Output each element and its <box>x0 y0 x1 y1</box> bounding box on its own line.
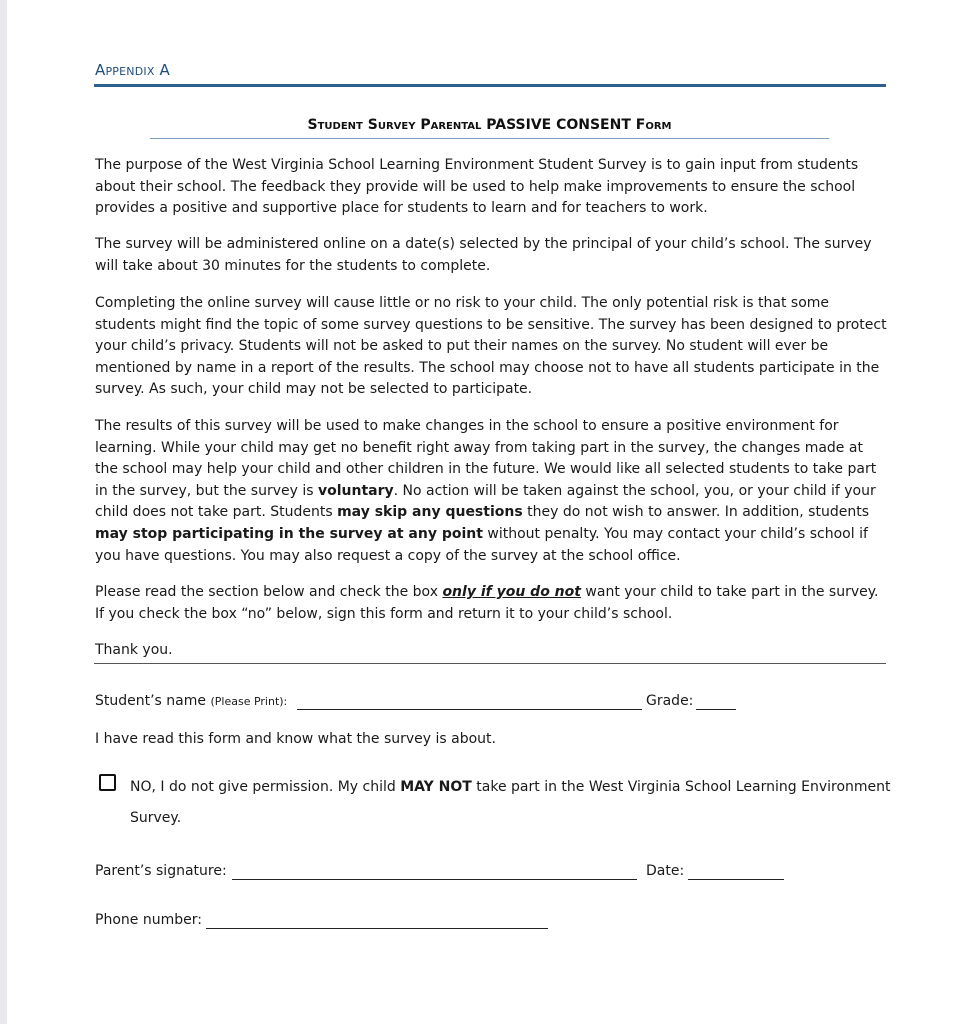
read-statement: I have read this form and know what the survey is about. <box>95 731 496 747</box>
parent-signature-label: Parent’s signature: <box>95 863 227 879</box>
grade-field[interactable] <box>696 708 736 710</box>
no-permission-checkbox[interactable] <box>99 774 116 791</box>
parent-signature-field[interactable] <box>232 878 637 880</box>
header-rule <box>94 84 886 87</box>
date-label: Date: <box>646 863 685 879</box>
student-name-label: Student’s name <box>95 693 207 709</box>
skip-questions-text: may skip any questions <box>337 504 523 521</box>
title-rule <box>150 138 829 139</box>
date-field[interactable] <box>688 878 784 880</box>
paragraph-instructions: Please read the section below and check the box only if you do not want your child to take part in the survey. If you check the box “no” below, sign this form and return it to your child’s school. <box>95 584 879 622</box>
grade-label: Grade: <box>646 693 694 709</box>
paragraph-results: The results of this survey will be used to make changes in the school to ensure a positive environment for learning. While your child may get no benefit right away from taking part in the survey, the changes made at the school may help your child and other children in the future. We would like all selected students to take part in the survey, but the survey is voluntary. No action will be taken against the school, you, or your child if your child does not take part. Students may skip any questions they do not wish to answer. In addition, students may stop participating in the survey at any point without penalty. You may contact your child’s school if you have questions. You may also request a copy of the survey at the school office. <box>95 418 877 564</box>
phone-number-label: Phone number: <box>95 912 202 928</box>
no-permission-text: NO, I do not give permission. My child MAY NOT take part in the West Virginia School Learning Environment Survey. <box>130 779 891 826</box>
form-title: Student Survey Parental PASSIVE CONSENT Form <box>307 117 672 133</box>
paragraph-purpose: The purpose of the West Virginia School Learning Environment Student Survey is to gain input from students about their school. The feedback they provide will be used to help make improvements to ensure the school provides a positive and supportive place for students to learn and for teachers to work. <box>95 157 859 217</box>
only-if-not-text: only if you do not <box>442 584 581 600</box>
student-name-row <box>95 693 287 709</box>
voluntary-text: voluntary <box>317 482 394 499</box>
may-not-text: MAY NOT <box>400 779 472 795</box>
paragraph-administration: The survey will be administered online on a date(s) selected by the principal of your child’s school. The survey will take about 30 minutes for the students to complete. <box>95 236 872 274</box>
appendix-label: Appendix A <box>95 61 170 79</box>
phone-number-field[interactable] <box>206 927 548 929</box>
stop-participating-text: may stop participating in the survey at any point <box>95 525 483 542</box>
paragraph-risk: Completing the online survey will cause little or no risk to your child. The only potential risk is that some students might find the topic of some survey questions to be sensitive. The survey has been designed to protect your child’s privacy. Students will not be asked to put their names on the survey. No student will ever be mentioned by name in a report of the results. The school may choose not to have all students participate in the survey. As such, your child may not be selected to participate. <box>95 295 887 398</box>
student-name-hint: (Please Print): <box>210 695 288 708</box>
page-margin <box>0 0 7 1024</box>
student-name-field[interactable] <box>297 708 642 710</box>
section-rule <box>94 663 886 664</box>
thank-you-text: Thank you. <box>95 642 173 658</box>
